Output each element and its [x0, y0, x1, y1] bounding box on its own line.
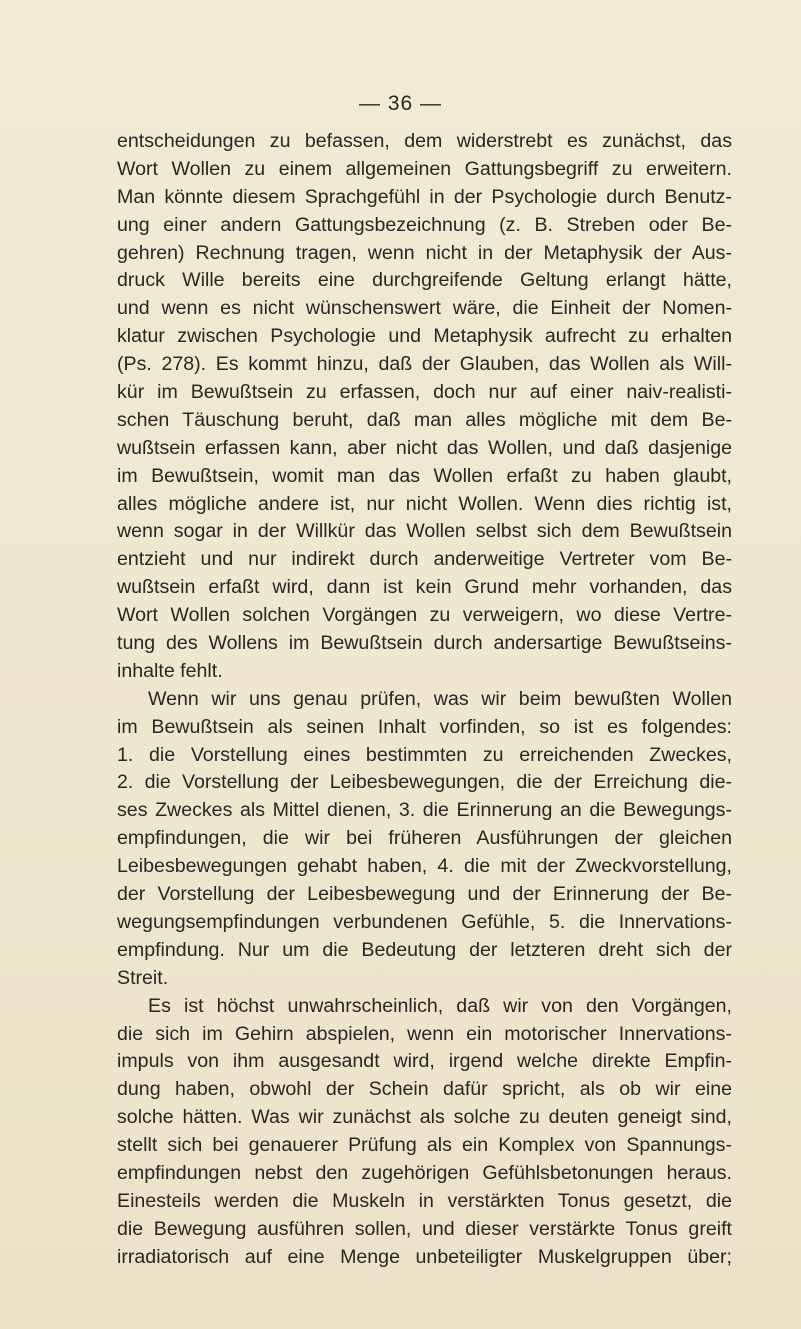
- text-line: entzieht und nur indirekt durch anderweitige Vertreter vom Be-: [117, 548, 732, 571]
- text-line: inhalte fehlt.: [117, 659, 223, 682]
- body-text: [117, 128, 732, 1272]
- text-line: Wenn wir uns genau prüfen, was wir beim bewußten Wollen: [148, 687, 732, 710]
- text-line: druck Wille bereits eine durchgreifende Geltung erlangt hätte,: [117, 269, 732, 292]
- text-line: Einesteils werden die Muskeln in verstärkten Tonus gesetzt, die: [117, 1189, 732, 1212]
- text-line: impuls von ihm ausgesandt wird, irgend welche direkte Empfin-: [117, 1050, 732, 1073]
- text-line: Wort Wollen solchen Vorgängen zu verweigern, wo diese Vertre-: [117, 604, 732, 627]
- text-line: entscheidungen zu befassen, dem widerstrebt es zunächst, das: [117, 130, 732, 152]
- text-line: der Vorstellung der Leibesbewegung und der Erinnerung der Be-: [117, 883, 732, 906]
- text-line: Es ist höchst unwahrscheinlich, daß wir von den Vorgängen,: [148, 994, 732, 1017]
- text-line: ses Zweckes als Mittel dienen, 3. die Erinnerung an die Bewegungs-: [117, 799, 732, 822]
- text-line: ung einer andern Gattungsbezeichnung (z. B. Streben oder Be-: [117, 213, 732, 236]
- text-line: wußtsein erfaßt wird, dann ist kein Grund mehr vorhanden, das: [117, 576, 732, 599]
- text-line: irradiatorisch auf eine Menge unbeteiligter Muskelgruppen über;: [117, 1245, 732, 1268]
- text-line: empfindungen nebst den zugehörigen Gefühlsbetonungen heraus.: [117, 1161, 732, 1184]
- text-line: im Bewußtsein, womit man das Wollen erfaßt zu haben glaubt,: [117, 464, 732, 487]
- page-number: — 36 —: [358, 92, 443, 115]
- text-line: stellt sich bei genauerer Prüfung als ein Komplex von Spannungs-: [117, 1134, 732, 1157]
- text-line: alles mögliche andere ist, nur nicht Wollen. Wenn dies richtig ist,: [117, 492, 732, 515]
- text-line: die sich im Gehirn abspielen, wenn ein motorischer Innervations-: [117, 1022, 732, 1045]
- text-line: dung haben, obwohl der Schein dafür spricht, als ob wir eine: [117, 1078, 732, 1101]
- text-line: im Bewußtsein als seinen Inhalt vorfinden, so ist es folgendes:: [117, 715, 732, 738]
- text-line: 1. die Vorstellung eines bestimmten zu erreichenden Zweckes,: [117, 743, 732, 766]
- text-line: Streit.: [117, 966, 169, 989]
- text-line: (Ps. 278). Es kommt hinzu, daß der Glauben, das Wollen als Will-: [117, 353, 732, 376]
- text-line: wußtsein erfassen kann, aber nicht das Wollen, und daß dasjenige: [117, 436, 732, 459]
- text-line: empfindung. Nur um die Bedeutung der letzteren dreht sich der: [117, 938, 732, 961]
- text-line: tung des Wollens im Bewußtsein durch andersartige Bewußtseins-: [117, 632, 732, 655]
- text-line: schen Täuschung beruht, daß man alles mögliche mit dem Be-: [117, 408, 732, 431]
- text-line: wegungsempfindungen verbundenen Gefühle, 5. die Innervations-: [117, 910, 732, 933]
- text-line: 2. die Vorstellung der Leibesbewegungen, die der Erreichung die-: [117, 771, 732, 794]
- text-line: klatur zwischen Psychologie und Metaphysik aufrecht zu erhalten: [117, 325, 732, 348]
- text-line: Wort Wollen zu einem allgemeinen Gattungsbegriff zu erweitern.: [117, 157, 732, 180]
- text-line: empfindungen, die wir bei früheren Ausführungen der gleichen: [117, 827, 732, 850]
- text-line: Man könnte diesem Sprachgefühl in der Psychologie durch Benutz-: [117, 185, 732, 208]
- text-line: und wenn es nicht wünschenswert wäre, die Einheit der Nomen-: [117, 297, 732, 320]
- text-line: wenn sogar in der Willkür das Wollen selbst sich dem Bewußtsein: [117, 520, 732, 543]
- text-line: solche hätten. Was wir zunächst als solche zu deuten geneigt sind,: [117, 1106, 732, 1129]
- text-line: kür im Bewußtsein zu erfassen, doch nur auf einer naiv-realisti-: [117, 381, 732, 404]
- text-line: gehren) Rechnung tragen, wenn nicht in der Metaphysik der Aus-: [117, 241, 732, 264]
- text-line: Leibesbewegungen gehabt haben, 4. die mit der Zweckvorstellung,: [117, 855, 732, 878]
- text-line: die Bewegung ausführen sollen, und dieser verstärkte Tonus greift: [117, 1217, 732, 1240]
